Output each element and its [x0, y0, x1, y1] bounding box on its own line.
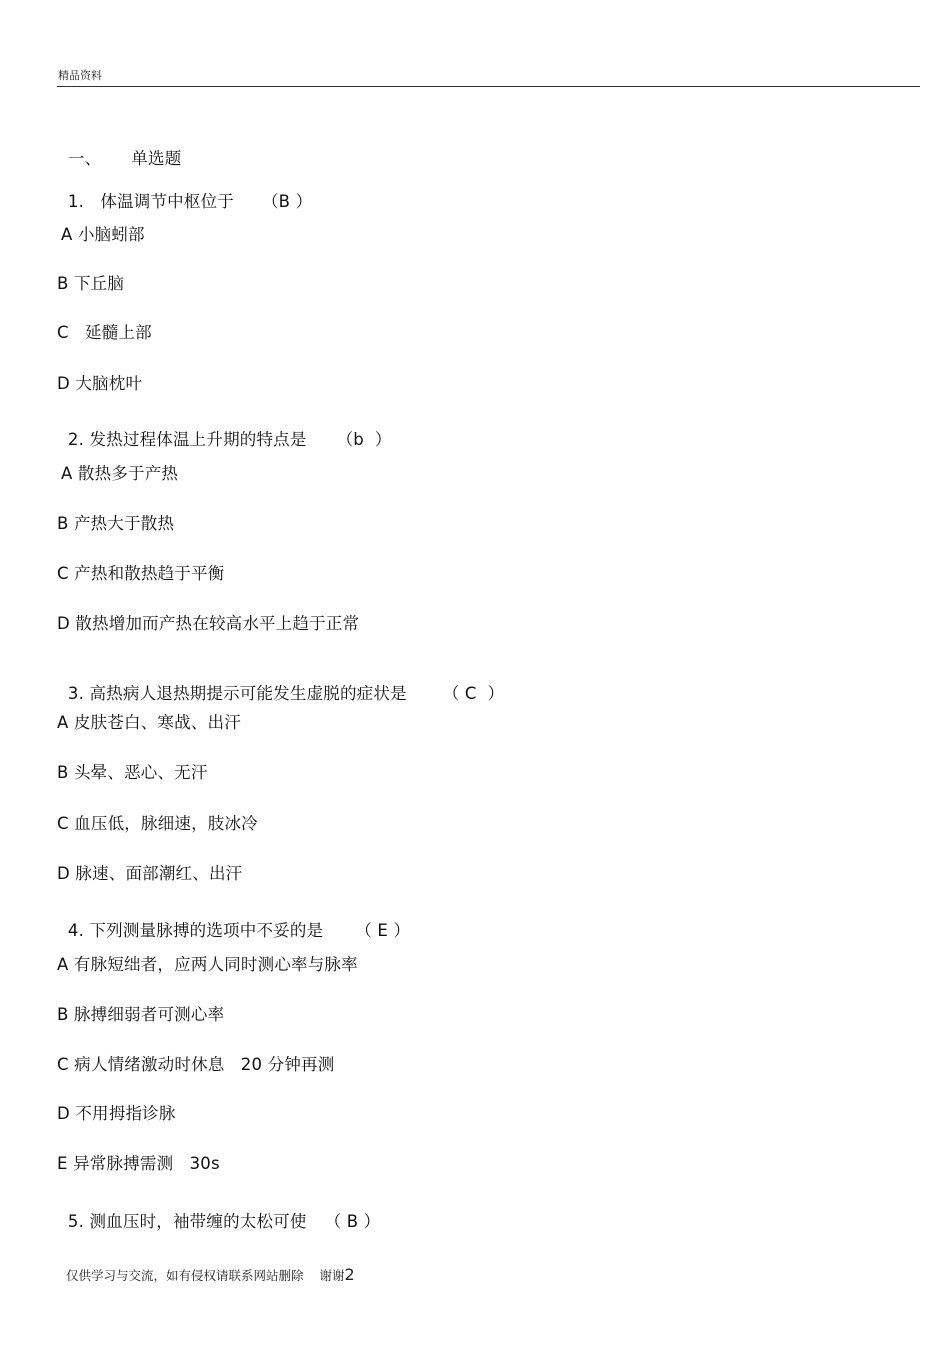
question-1-option-c: C 延髓上部 — [57, 323, 152, 342]
question-answer: （B ） — [261, 192, 313, 211]
question-4-option-c: C 病人情绪激动时休息 20 分钟再测 — [57, 1055, 335, 1074]
question-answer: （ B ） — [324, 1212, 381, 1231]
section-title: 单选题 — [131, 149, 182, 168]
question-stem: 2. 发热过程体温上升期的特点是 — [67, 430, 307, 449]
question-1-option-a: A 小脑蚓部 — [61, 225, 145, 244]
question-3-option-a: A 皮肤苍白、寒战、出汗 — [57, 713, 241, 732]
question-answer: （ C ） — [442, 684, 505, 703]
header-label: 精品资料 — [58, 69, 102, 82]
section-heading — [57, 129, 181, 169]
page-number: 2 — [344, 1265, 355, 1284]
question-stem: 1. 体温调节中枢位于 — [67, 192, 234, 211]
question-3-stem — [57, 664, 504, 704]
question-4-option-b: B 脉搏细弱者可测心率 — [57, 1005, 225, 1024]
question-answer: （ E ） — [355, 921, 411, 940]
question-3-option-b: B 头晕、恶心、无汗 — [57, 763, 208, 782]
question-2-stem — [57, 410, 392, 450]
question-4-option-e: E 异常脉搏需测 30s — [57, 1154, 220, 1173]
question-1-stem — [57, 172, 312, 212]
question-1-option-b: B 下丘脑 — [57, 274, 125, 293]
question-3-option-c: C 血压低，脉细速，肢冰冷 — [57, 814, 258, 833]
header-rule — [57, 86, 920, 87]
footer — [58, 1250, 355, 1284]
question-answer: （b ） — [336, 430, 392, 449]
question-stem: 5. 测血压时，袖带缠的太松可使 — [67, 1212, 307, 1231]
question-5-stem — [57, 1192, 380, 1232]
question-2-option-b: B 产热大于散热 — [57, 514, 175, 533]
question-3-option-d: D 脉速、面部潮红、出汗 — [57, 864, 243, 883]
question-stem: 4. 下列测量脉搏的选项中不妥的是 — [67, 921, 324, 940]
footer-notice: 仅供学习与交流，如有侵权请联系网站删除 — [65, 1268, 304, 1283]
question-1-option-d: D 大脑枕叶 — [57, 374, 143, 393]
question-2-option-c: C 产热和散热趋于平衡 — [57, 564, 225, 583]
question-4-option-a: A 有脉短绌者，应两人同时测心率与脉率 — [57, 955, 358, 974]
question-4-option-d: D 不用拇指诊脉 — [57, 1104, 176, 1123]
section-number: 一、 — [67, 149, 102, 168]
question-2-option-d: D 散热增加而产热在较高水平上趋于正常 — [57, 614, 360, 633]
question-2-option-a: A 散热多于产热 — [61, 464, 179, 483]
question-stem: 3. 高热病人退热期提示可能发生虚脱的症状是 — [67, 684, 407, 703]
footer-thanks: 谢谢 — [319, 1268, 345, 1283]
question-4-stem — [57, 901, 410, 941]
